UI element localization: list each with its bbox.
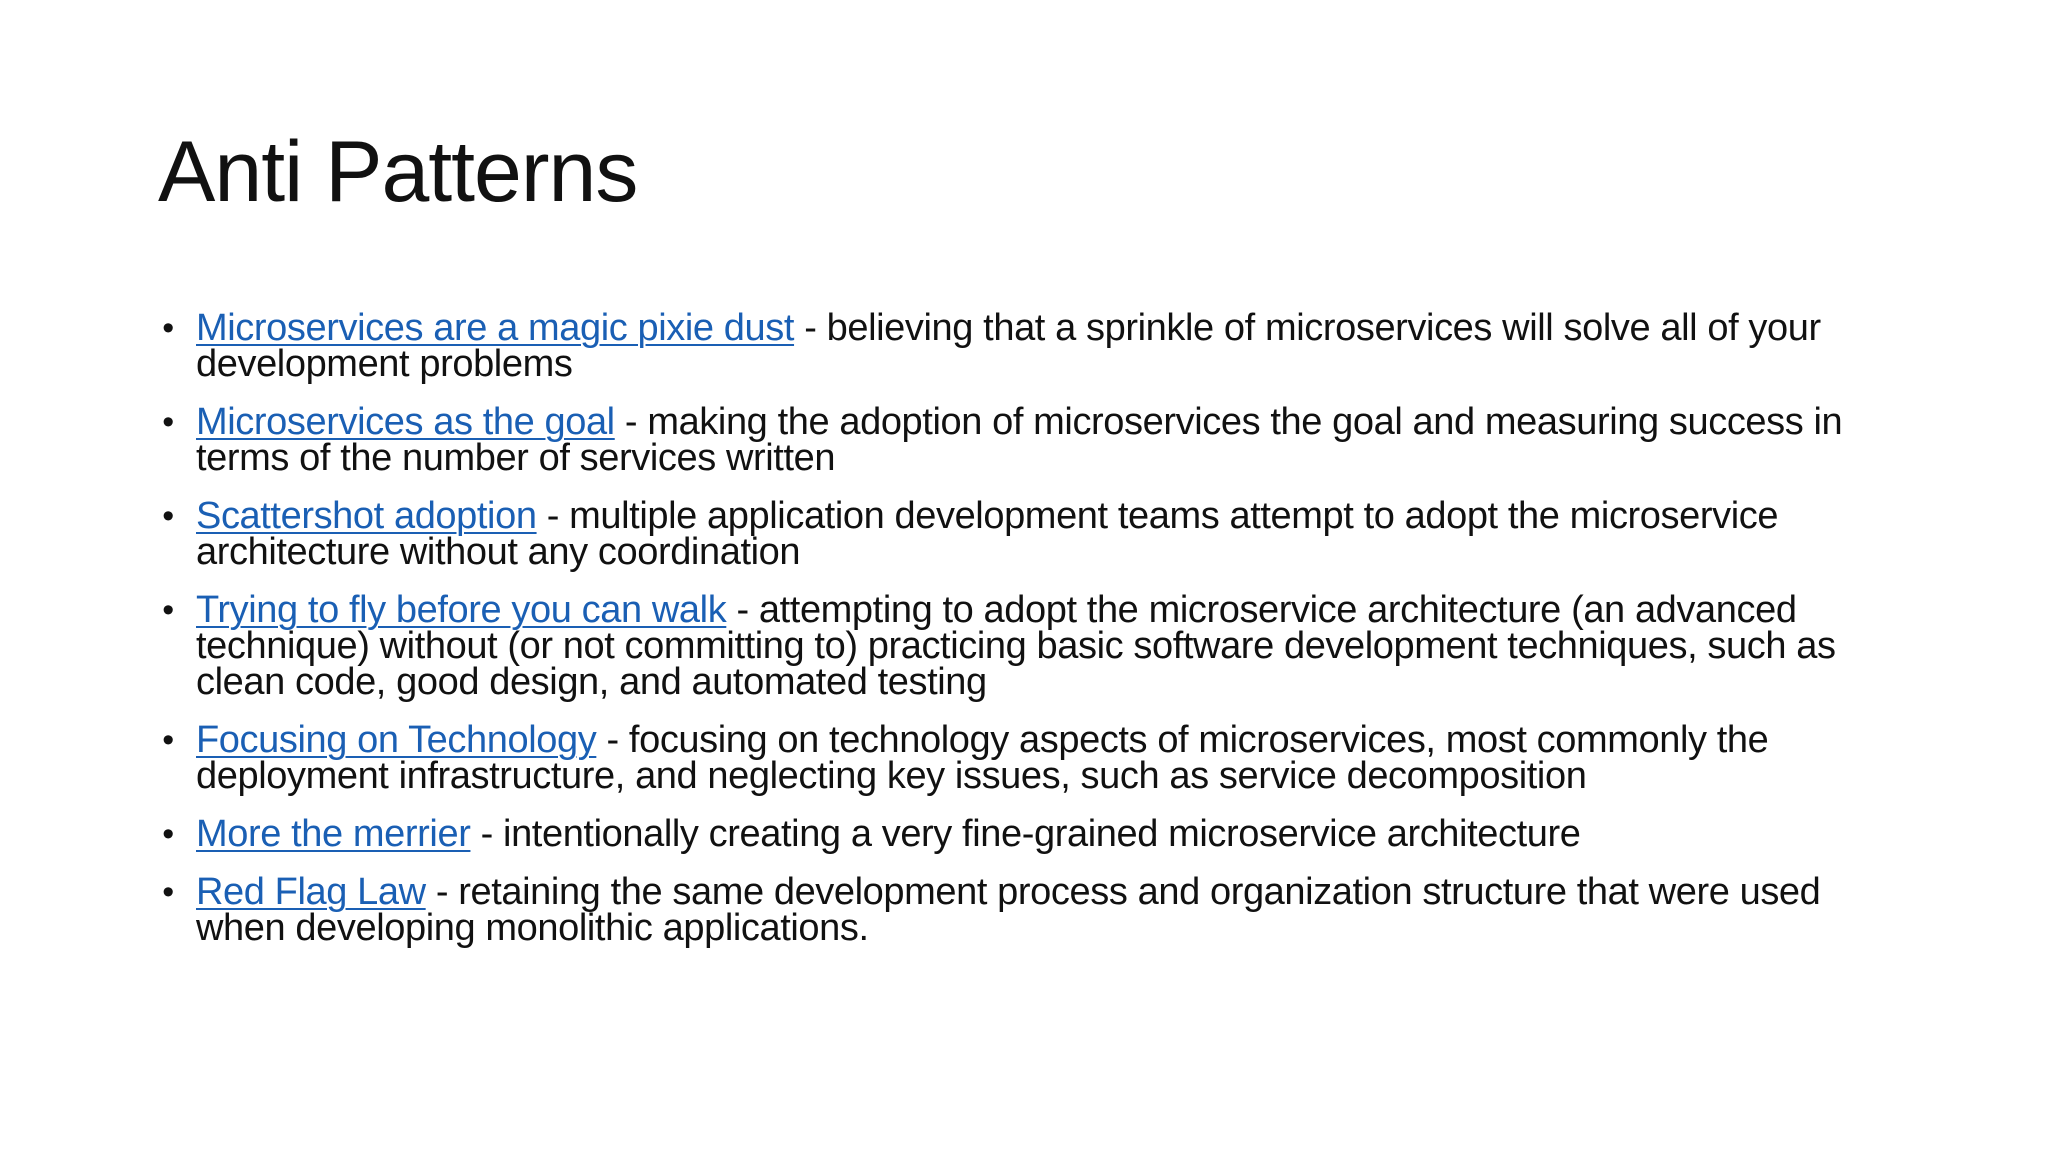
link-microservices-as-goal[interactable]: Microservices as the goal — [196, 401, 615, 443]
link-magic-pixie-dust[interactable]: Microservices are a magic pixie dust — [196, 307, 795, 349]
bullet-item-more-the-merrier — [158, 813, 1918, 855]
bullet-list — [158, 307, 1918, 968]
bullet-item-microservices-as-goal — [158, 401, 1918, 479]
link-scattershot-adoption[interactable]: Scattershot adoption — [196, 495, 537, 537]
bullet-separator: - — [425, 871, 459, 913]
bullet-separator: - — [536, 495, 570, 537]
slide-title: Anti Patterns — [158, 124, 638, 220]
bullet-description: focusing on technology aspects of microservices, most commonly the deployment infrastructure, and neglecting key issues, such as service decomposition — [196, 719, 1769, 797]
bullet-separator: - — [596, 719, 629, 761]
bullet-dot-icon: • — [162, 309, 174, 347]
bullet-item-fly-before-walk — [158, 589, 1918, 703]
bullet-dot-icon: • — [162, 815, 174, 853]
bullet-item-magic-pixie-dust — [158, 307, 1918, 385]
bullet-dot-icon: • — [162, 873, 174, 911]
bullet-description: intentionally creating a very fine-grained microservice architecture — [503, 813, 1581, 855]
bullet-item-scattershot-adoption — [158, 495, 1918, 573]
bullet-dot-icon: • — [162, 591, 174, 629]
bullet-description: multiple application development teams attempt to adopt the microservice architecture without any coordination — [196, 495, 1779, 573]
bullet-description: retaining the same development process and organization structure that were used when developing monolithic applications. — [196, 871, 1821, 949]
bullet-separator: - — [614, 401, 648, 443]
bullet-dot-icon: • — [162, 497, 174, 535]
bullet-description: attempting to adopt the microservice architecture (an advanced technique) without (or not committing to) practicing basic software development techniques, such as clean code, good design, and automated testing — [196, 589, 1836, 703]
bullet-description: making the adoption of microservices the goal and measuring success in terms of the number of services written — [196, 401, 1843, 479]
bullet-dot-icon: • — [162, 721, 174, 759]
bullet-separator: - — [726, 589, 759, 631]
bullet-separator: - — [470, 813, 504, 855]
link-focusing-on-technology[interactable]: Focusing on Technology — [196, 719, 597, 761]
bullet-description: believing that a sprinkle of microservices will solve all of your development problems — [196, 307, 1821, 385]
bullet-item-focusing-on-technology — [158, 719, 1918, 797]
bullet-dot-icon: • — [162, 403, 174, 441]
bullet-separator: - — [794, 307, 827, 349]
link-more-the-merrier[interactable]: More the merrier — [196, 813, 471, 855]
link-fly-before-walk[interactable]: Trying to fly before you can walk — [196, 589, 727, 631]
bullet-item-red-flag-law — [158, 871, 1918, 949]
link-red-flag-law[interactable]: Red Flag Law — [196, 871, 426, 913]
